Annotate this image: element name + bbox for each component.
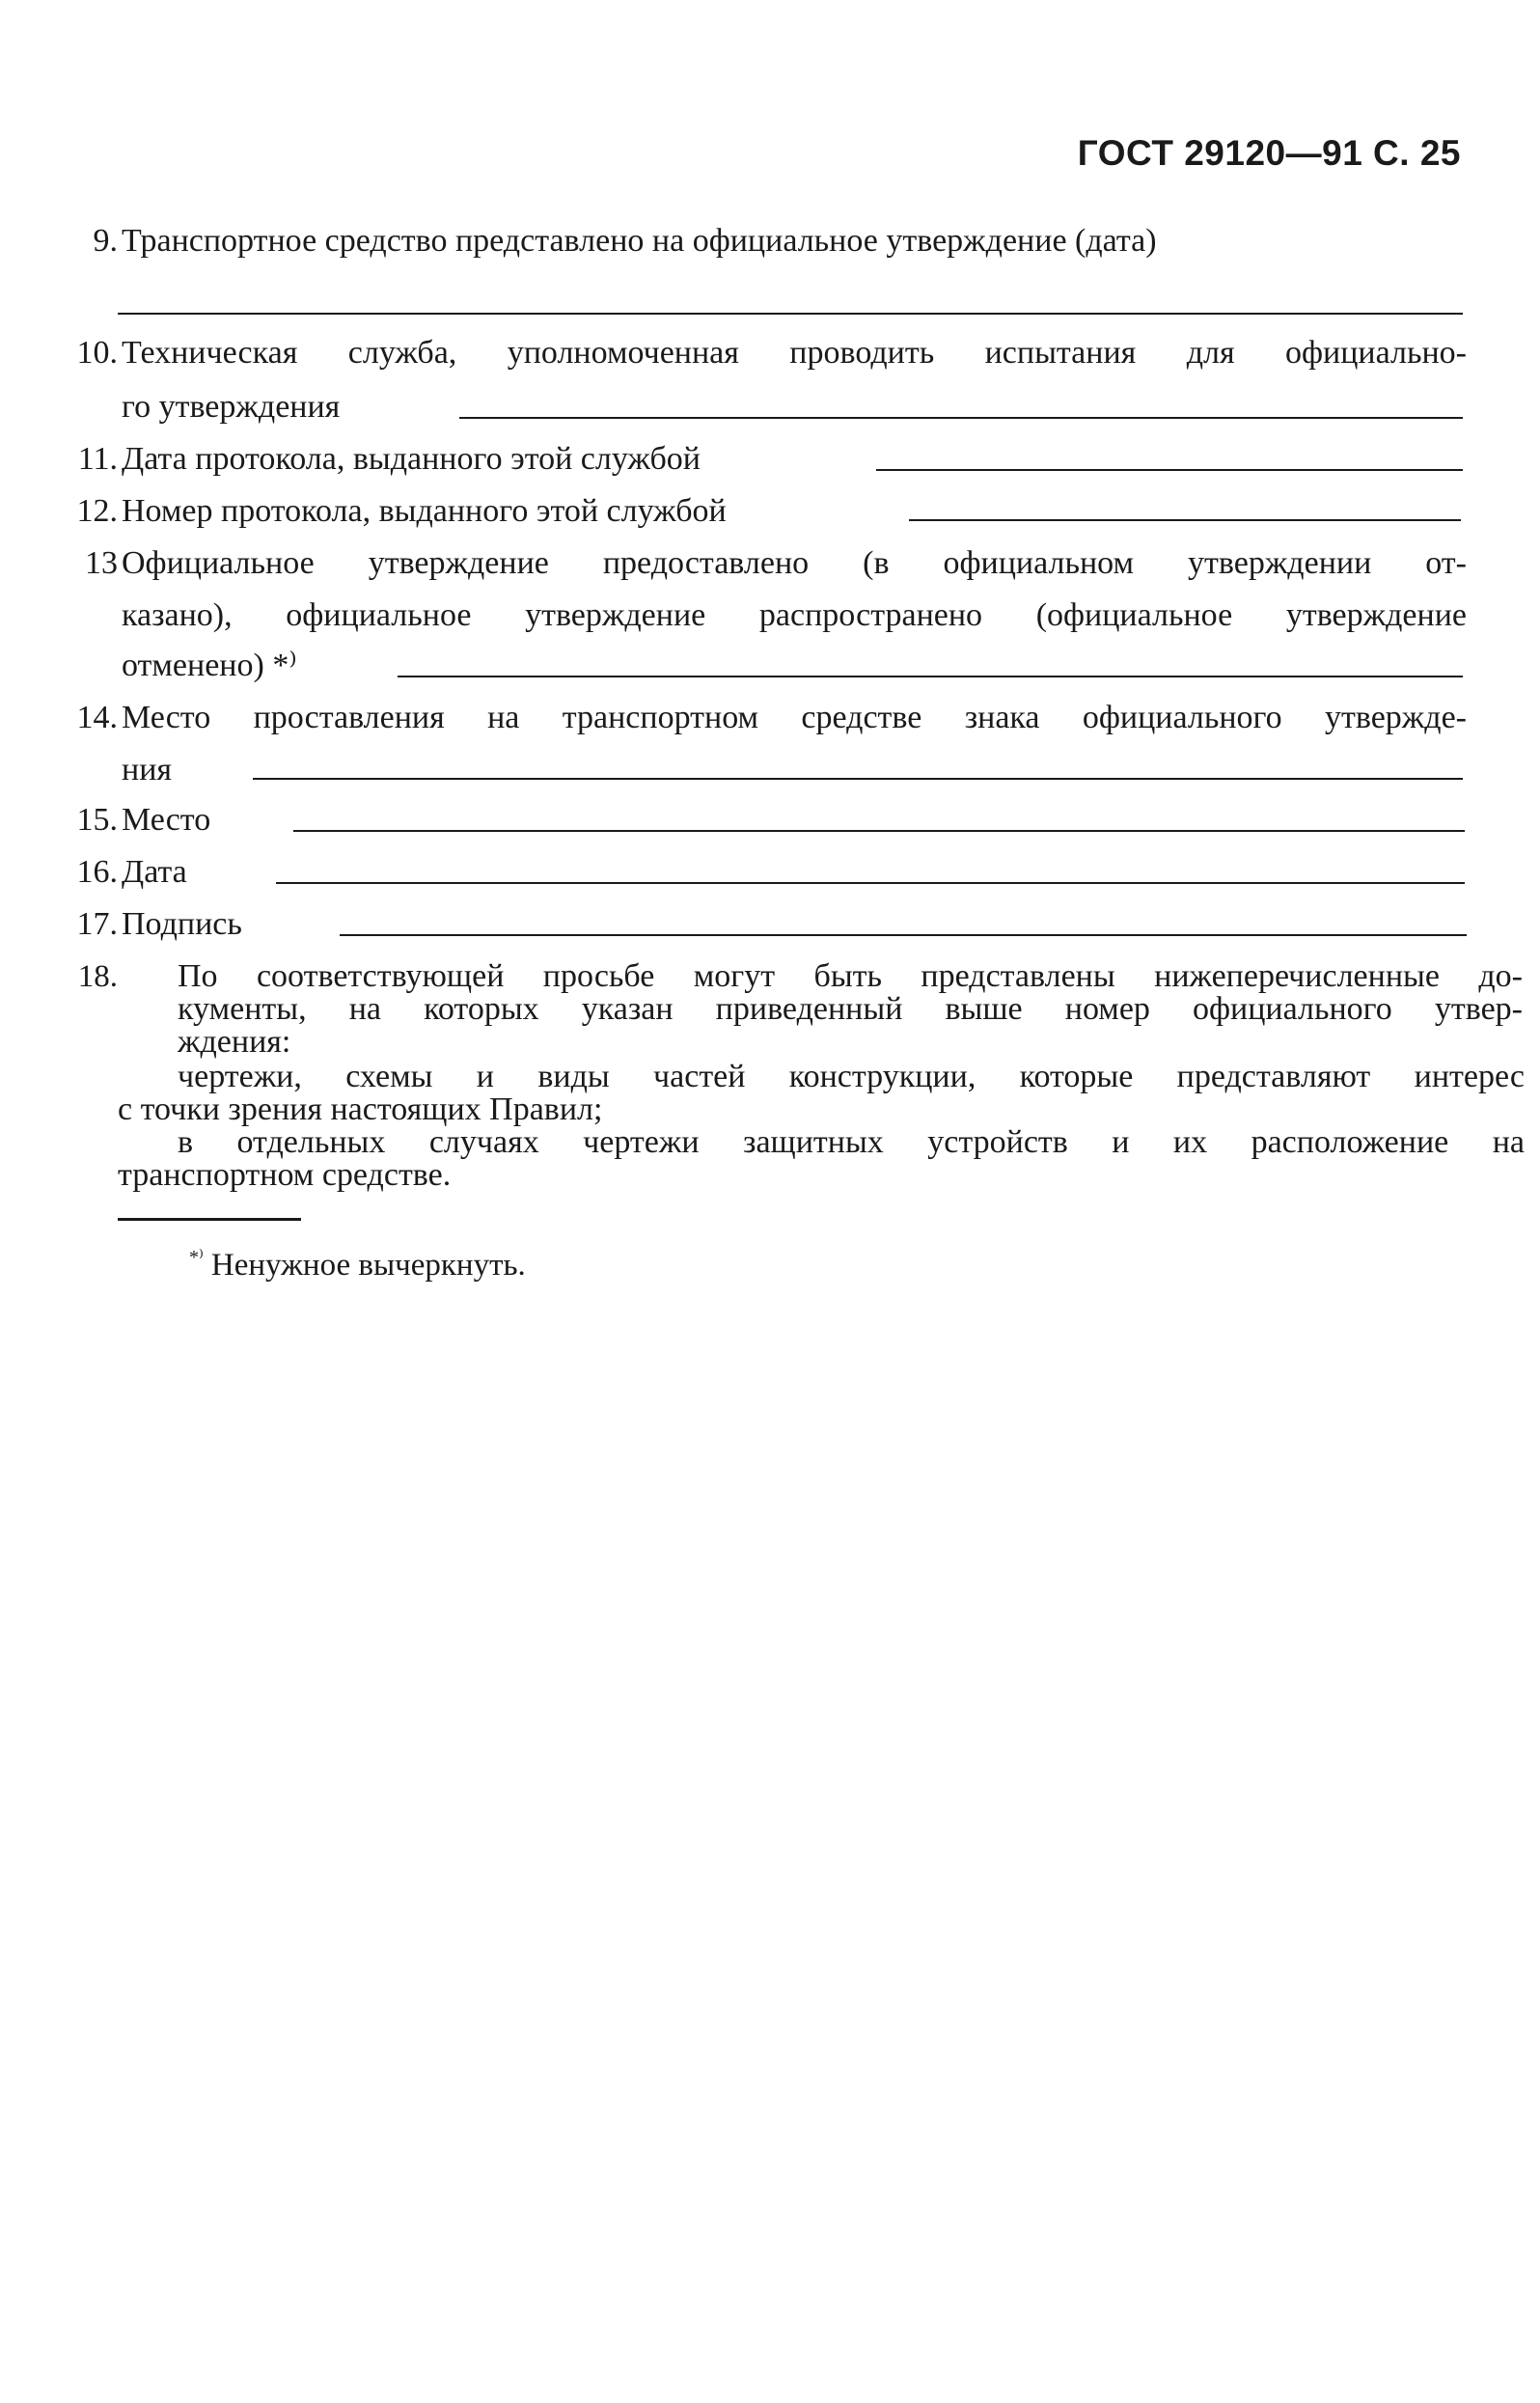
item-text: Дата протокола, выданного этой службой: [122, 441, 701, 477]
fill-line-item-9: [118, 313, 1463, 315]
item-text: Место: [122, 802, 211, 838]
item-text-cont: ния: [122, 752, 173, 787]
item-text: Дата: [122, 854, 187, 890]
fill-line-item-17: [340, 934, 1467, 936]
item-number: 18.: [77, 959, 118, 994]
item-text-cont: казано), официальное утверждение распространено (официальное утверждение: [122, 597, 1467, 633]
item-text: Подпись: [122, 906, 242, 942]
item-text-cont: в отдельных случаях чертежи защитных устройств и их расположение на: [178, 1124, 1525, 1160]
fill-line-item-16: [276, 882, 1465, 884]
item-text-cont: чертежи, схемы и виды частей конструкции, которые представляют интерес: [178, 1059, 1525, 1094]
fill-line-item-13: [398, 676, 1463, 677]
fill-line-item-10: [459, 417, 1463, 419]
item-number: 16.: [76, 854, 118, 890]
item-text-cont: отменено) *⁾: [122, 648, 297, 683]
item-number: 13: [85, 545, 118, 581]
item-number: 17.: [76, 906, 118, 942]
fill-line-item-11: [876, 469, 1463, 471]
item-number: 14.: [76, 700, 118, 735]
item-number: 12.: [76, 493, 118, 529]
footnote: [189, 1238, 526, 1284]
item-text: Техническая служба, уполномоченная проводить испытания для официально-: [122, 335, 1467, 371]
item-text-cont: с точки зрения настоящих Правил;: [118, 1091, 603, 1127]
footnote-mark: *⁾: [189, 1247, 204, 1268]
fill-line-item-15: [293, 830, 1465, 832]
item-text: Официальное утверждение предоставлено (в официальном утверждении от-: [122, 545, 1467, 581]
item-18: [60, 958, 1525, 1210]
item-text: Номер протокола, выданного этой службой: [122, 493, 727, 529]
footnote-text: Ненужное вычеркнуть.: [210, 1248, 526, 1283]
footnote-separator: [118, 1218, 301, 1221]
page-header: ГОСТ 29120—91 С. 25: [1077, 133, 1461, 173]
item-text-cont: транспортном средстве.: [118, 1157, 452, 1193]
item-text: Место проставления на транспортном средстве знака официального утвержде-: [122, 700, 1467, 735]
fill-line-item-14: [253, 778, 1463, 780]
item-number: 11.: [77, 441, 118, 477]
item-number: 15.: [76, 802, 118, 838]
item-text-cont: кументы, на которых указан приведенный выше номер официального утвер-: [178, 991, 1523, 1027]
item-number: 10.: [76, 335, 118, 371]
fill-line-item-12: [909, 519, 1461, 521]
item-text: Транспортное средство представлено на официальное утверждение (дата): [122, 223, 1157, 259]
item-text: По соответствующей просьбе могут быть представлены нижеперечисленные до-: [178, 958, 1523, 994]
item-text-cont: го утверждения: [122, 389, 341, 425]
item-number: 9.: [93, 223, 118, 259]
item-text-cont: ждения:: [178, 1024, 291, 1060]
